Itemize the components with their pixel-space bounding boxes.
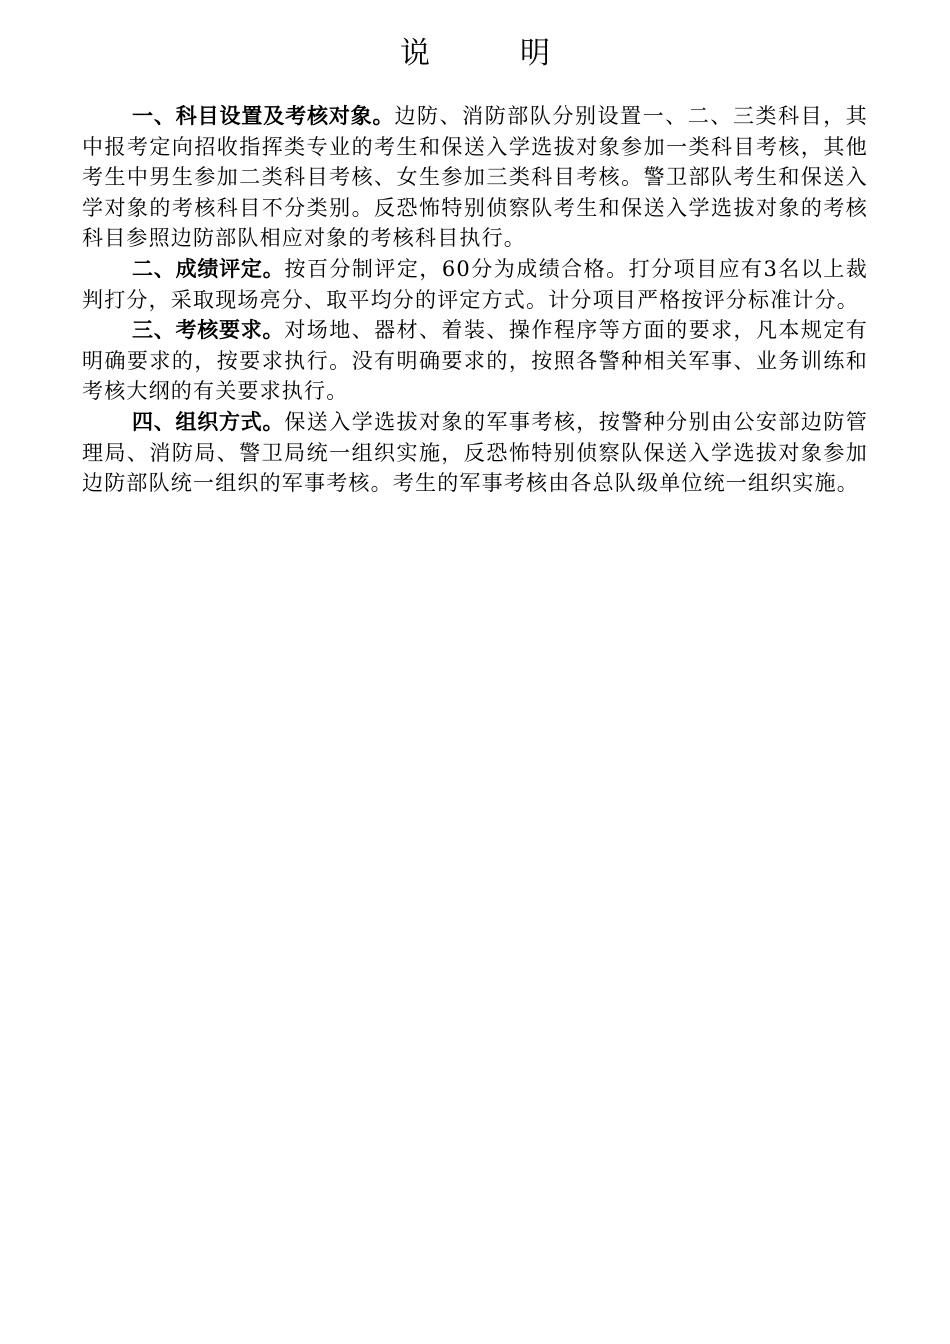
paragraph-body: 对场地、器材、着装、操作程序等方面的要求，凡本规定有明确要求的，按要求执行。没有明确要求的，按照各警种相关军事、业务训练和考核大纲的有关要求执行。 xyxy=(82,318,869,404)
paragraph-body: 边防、消防部队分别设置一、二、三类科目，其中报考定向招收指挥类专业的考生和保送入学选拔对象参加一类科目考核，其他考生中男生参加二类科目考核、女生参加三类科目考核。警卫部队考生和保送入学对象的考核科目不分类别。反恐怖特别侦察队考生和保送入学选拔对象的考核科目参照边防部队相应对象的考核科目执行。 xyxy=(82,104,869,251)
paragraph-body: 保送入学选拔对象的军事考核，按警种分别由公安部边防管理局、消防局、警卫局统一组织实施，反恐怖特别侦察队保送入学选拔对象参加边防部队统一组织的军事考核。考生的军事考核由各总队级单位统一组织实施。 xyxy=(82,409,869,496)
document-body xyxy=(82,101,868,499)
paragraph-requirements xyxy=(82,315,868,407)
paragraph-body: 按百分制评定，60分为成绩合格。打分项目应有3名以上裁判打分，采取现场亮分、取平均分的评定方式。计分项目严格按评分标准计分。 xyxy=(82,256,869,312)
paragraph-scoring xyxy=(82,254,868,315)
page-title: 说 明 xyxy=(400,36,580,71)
paragraph-subjects xyxy=(82,101,868,254)
paragraph-organization xyxy=(82,407,868,499)
paragraph-heading: 三、考核要求。 xyxy=(132,318,285,343)
paragraph-heading: 四、组织方式。 xyxy=(132,409,285,434)
paragraph-heading: 二、成绩评定。 xyxy=(132,256,285,281)
paragraph-heading: 一、科目设置及考核对象。 xyxy=(132,104,395,128)
